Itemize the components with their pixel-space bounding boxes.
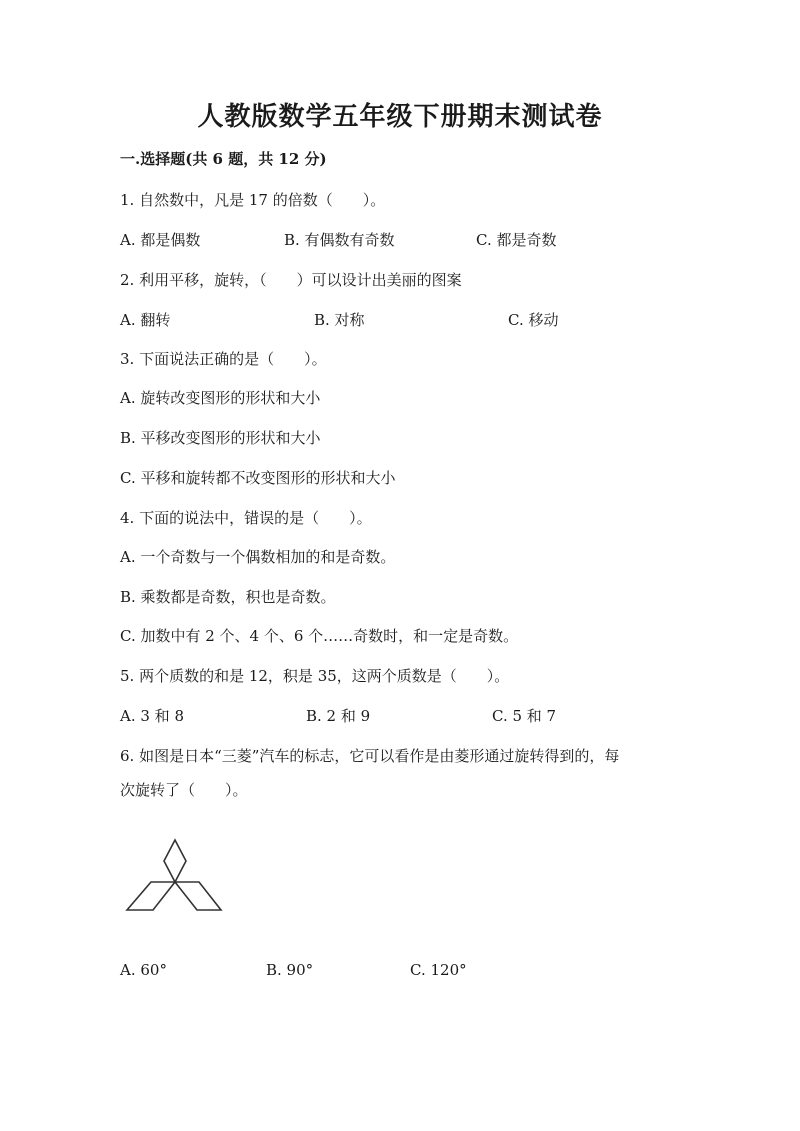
question-4-option-a: A. 一个奇数与一个偶数相加的和是奇数。 [120,548,396,566]
question-2-stem: 2. 利用平移，旋转，（ ）可以设计出美丽的图案 [120,271,462,289]
question-1-stem: 1. 自然数中，凡是 17 的倍数（ ）。 [120,191,386,209]
question-1-option-a: A. 都是偶数 [120,231,201,249]
question-6-stem-line-2: 次旋转了（ ）。 [120,781,248,799]
question-3-stem: 3. 下面说法正确的是（ ）。 [120,350,327,368]
question-4-option-b: B. 乘数都是奇数，积也是奇数。 [120,588,336,606]
rhombus-right [175,882,221,910]
question-6-stem-line-1: 6. 如图是日本“三菱”汽车的标志，它可以看作是由菱形通过旋转得到的，每 [120,747,620,765]
question-1-option-b: B. 有偶数有奇数 [284,231,395,249]
mitsubishi-logo-figure [120,836,230,916]
question-1-option-c: C. 都是奇数 [476,231,557,249]
page-title: 人教版数学五年级下册期末测试卷 [197,102,603,132]
question-3-option-b: B. 平移改变图形的形状和大小 [120,429,321,447]
question-4-option-c: C. 加数中有 2 个、4 个、6 个……奇数时，和一定是奇数。 [120,627,519,645]
question-2-option-a: A. 翻转 [120,311,171,329]
question-5-option-a: A. 3 和 8 [120,707,184,725]
question-2-option-b: B. 对称 [314,311,365,329]
question-5-option-b: B. 2 和 9 [306,707,371,725]
rhombus-top [164,840,186,882]
section-heading: 一.选择题(共 6 题，共 12 分) [120,150,327,168]
question-3-option-a: A. 旋转改变图形的形状和大小 [120,389,321,407]
question-3-option-c: C. 平移和旋转都不改变图形的形状和大小 [120,469,396,487]
question-4-stem: 4. 下面的说法中，错误的是（ ）。 [120,509,372,527]
question-6-option-b: B. 90° [266,961,314,979]
question-6-option-c: C. 120° [410,961,467,979]
question-5-stem: 5. 两个质数的和是 12，积是 35，这两个质数是（ ）。 [120,667,510,685]
question-2-option-c: C. 移动 [508,311,559,329]
question-6-option-a: A. 60° [120,961,167,979]
rhombus-left [127,882,175,910]
question-5-option-c: C. 5 和 7 [492,707,557,725]
